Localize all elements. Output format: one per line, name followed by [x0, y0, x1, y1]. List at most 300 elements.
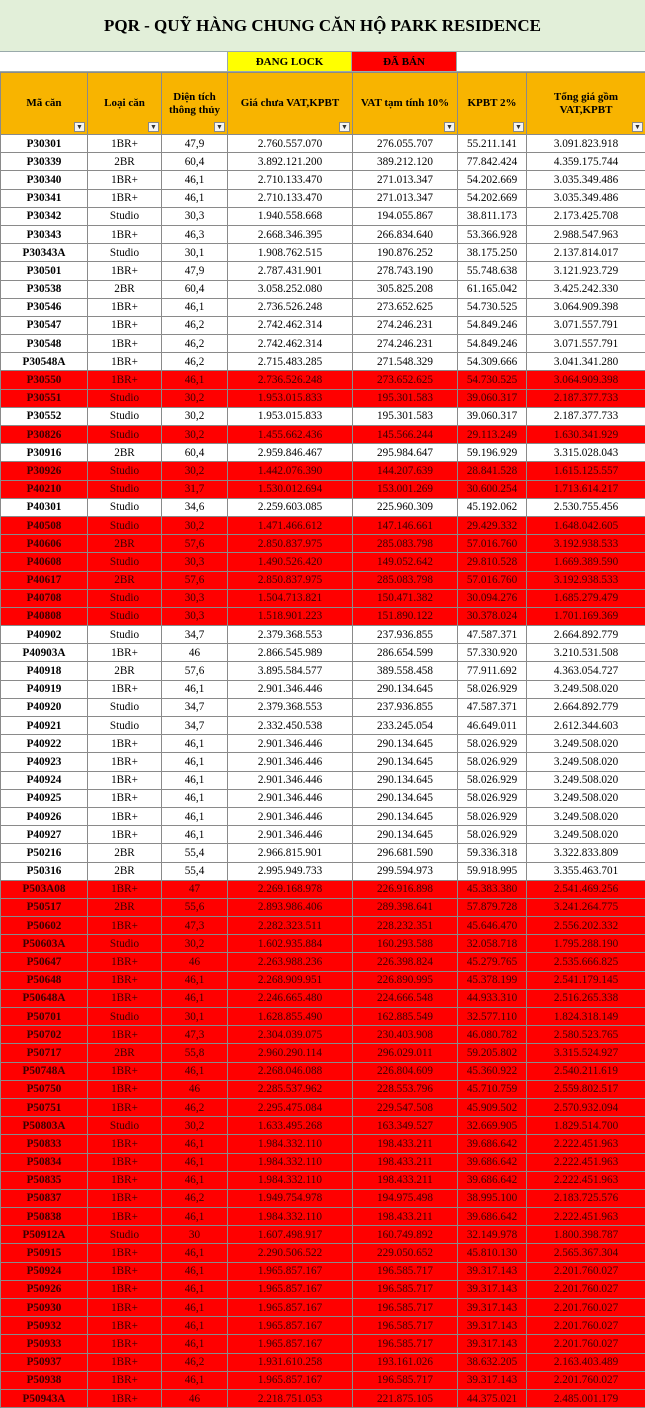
cell-type[interactable]: Studio	[88, 1226, 162, 1244]
table-row[interactable]	[1, 1335, 645, 1353]
cell-kpbt[interactable]: 39.317.143	[458, 1280, 527, 1298]
cell-kpbt[interactable]: 54.730.525	[458, 298, 527, 316]
cell-type[interactable]: Studio	[88, 498, 162, 516]
col-header-vat[interactable]: VAT tạm tính 10% ▼	[353, 73, 458, 135]
table-row[interactable]	[1, 935, 645, 953]
table-row[interactable]	[1, 535, 645, 553]
cell-type[interactable]: 1BR+	[88, 298, 162, 316]
cell-vat[interactable]: 276.055.707	[353, 135, 458, 153]
cell-total[interactable]: 1.800.398.787	[527, 1226, 645, 1244]
cell-type[interactable]: 1BR+	[88, 225, 162, 243]
table-row[interactable]	[1, 826, 645, 844]
cell-total[interactable]: 1.615.125.557	[527, 462, 645, 480]
cell-total[interactable]: 2.540.211.619	[527, 1062, 645, 1080]
cell-type[interactable]: 2BR	[88, 844, 162, 862]
cell-code[interactable]: P40903A	[1, 644, 88, 662]
table-row[interactable]	[1, 1008, 645, 1026]
table-row[interactable]	[1, 753, 645, 771]
table-row[interactable]	[1, 1135, 645, 1153]
cell-vat[interactable]: 271.013.347	[353, 171, 458, 189]
cell-kpbt[interactable]: 54.849.246	[458, 316, 527, 334]
cell-code[interactable]: P40922	[1, 735, 88, 753]
cell-type[interactable]: Studio	[88, 462, 162, 480]
cell-area[interactable]: 30,3	[162, 607, 228, 625]
cell-area[interactable]: 46,1	[162, 735, 228, 753]
cell-type[interactable]: Studio	[88, 553, 162, 571]
cell-price[interactable]: 1.607.498.917	[228, 1226, 353, 1244]
table-row[interactable]	[1, 917, 645, 935]
cell-price[interactable]: 2.290.506.522	[228, 1244, 353, 1262]
cell-price[interactable]: 2.866.545.989	[228, 644, 353, 662]
cell-type[interactable]: Studio	[88, 717, 162, 735]
cell-kpbt[interactable]: 46.080.782	[458, 1026, 527, 1044]
cell-kpbt[interactable]: 58.026.929	[458, 789, 527, 807]
cell-area[interactable]: 46,1	[162, 753, 228, 771]
filter-dropdown-icon[interactable]: ▼	[513, 122, 524, 132]
cell-total[interactable]: 3.249.508.020	[527, 826, 645, 844]
filter-dropdown-icon[interactable]: ▼	[148, 122, 159, 132]
cell-code[interactable]: P40902	[1, 626, 88, 644]
cell-total[interactable]: 3.322.833.809	[527, 844, 645, 862]
cell-vat[interactable]: 290.134.645	[353, 735, 458, 753]
cell-type[interactable]: 1BR+	[88, 353, 162, 371]
cell-vat[interactable]: 147.146.661	[353, 516, 458, 534]
cell-code[interactable]: P50926	[1, 1280, 88, 1298]
cell-code[interactable]: P50932	[1, 1317, 88, 1335]
cell-total[interactable]: 2.530.755.456	[527, 498, 645, 516]
cell-code[interactable]: P30339	[1, 153, 88, 171]
cell-total[interactable]: 3.192.938.533	[527, 535, 645, 553]
cell-type[interactable]: Studio	[88, 389, 162, 407]
cell-total[interactable]: 3.249.508.020	[527, 753, 645, 771]
cell-area[interactable]: 46,2	[162, 1098, 228, 1116]
cell-kpbt[interactable]: 39.686.642	[458, 1153, 527, 1171]
col-header-price[interactable]: Giá chưa VAT,KPBT ▼	[228, 73, 353, 135]
cell-area[interactable]: 46,1	[162, 1153, 228, 1171]
cell-code[interactable]: P50912A	[1, 1226, 88, 1244]
cell-vat[interactable]: 226.398.824	[353, 953, 458, 971]
cell-price[interactable]: 2.893.986.406	[228, 898, 353, 916]
cell-price[interactable]: 2.850.837.975	[228, 571, 353, 589]
cell-code[interactable]: P50915	[1, 1244, 88, 1262]
filter-dropdown-icon[interactable]: ▼	[214, 122, 225, 132]
cell-total[interactable]: 3.035.349.486	[527, 171, 645, 189]
cell-kpbt[interactable]: 38.811.173	[458, 207, 527, 225]
cell-total[interactable]: 2.565.367.304	[527, 1244, 645, 1262]
table-row[interactable]	[1, 1080, 645, 1098]
cell-vat[interactable]: 233.245.054	[353, 717, 458, 735]
cell-code[interactable]: P30301	[1, 135, 88, 153]
cell-kpbt[interactable]: 30.378.024	[458, 607, 527, 625]
cell-price[interactable]: 2.959.846.467	[228, 444, 353, 462]
cell-type[interactable]: Studio	[88, 407, 162, 425]
cell-code[interactable]: P50833	[1, 1135, 88, 1153]
cell-vat[interactable]: 196.585.717	[353, 1280, 458, 1298]
cell-price[interactable]: 2.710.133.470	[228, 189, 353, 207]
cell-code[interactable]: P40926	[1, 807, 88, 825]
cell-vat[interactable]: 224.666.548	[353, 989, 458, 1007]
cell-total[interactable]: 2.187.377.733	[527, 407, 645, 425]
table-row[interactable]	[1, 1226, 645, 1244]
cell-type[interactable]: 1BR+	[88, 1244, 162, 1262]
cell-code[interactable]: P50751	[1, 1098, 88, 1116]
cell-total[interactable]: 1.701.169.369	[527, 607, 645, 625]
cell-vat[interactable]: 144.207.639	[353, 462, 458, 480]
cell-area[interactable]: 46,1	[162, 1299, 228, 1317]
cell-type[interactable]: 1BR+	[88, 917, 162, 935]
cell-type[interactable]: 1BR+	[88, 1335, 162, 1353]
table-row[interactable]	[1, 280, 645, 298]
cell-kpbt[interactable]: 28.841.528	[458, 462, 527, 480]
table-row[interactable]	[1, 207, 645, 225]
cell-price[interactable]: 1.490.526.420	[228, 553, 353, 571]
cell-type[interactable]: 1BR+	[88, 826, 162, 844]
cell-area[interactable]: 30	[162, 1226, 228, 1244]
cell-kpbt[interactable]: 38.632.205	[458, 1353, 527, 1371]
cell-type[interactable]: 1BR+	[88, 1135, 162, 1153]
cell-kpbt[interactable]: 39.686.642	[458, 1135, 527, 1153]
cell-code[interactable]: P40919	[1, 680, 88, 698]
cell-area[interactable]: 34,7	[162, 698, 228, 716]
cell-vat[interactable]: 278.743.190	[353, 262, 458, 280]
cell-area[interactable]: 46,1	[162, 807, 228, 825]
cell-code[interactable]: P40617	[1, 571, 88, 589]
cell-type[interactable]: Studio	[88, 589, 162, 607]
cell-type[interactable]: Studio	[88, 1008, 162, 1026]
table-row[interactable]	[1, 1371, 645, 1389]
cell-code[interactable]: P50750	[1, 1080, 88, 1098]
table-row[interactable]	[1, 644, 645, 662]
cell-area[interactable]: 30,3	[162, 589, 228, 607]
cell-price[interactable]: 1.965.857.167	[228, 1335, 353, 1353]
table-row[interactable]	[1, 1153, 645, 1171]
cell-total[interactable]: 1.795.288.190	[527, 935, 645, 953]
cell-type[interactable]: 1BR+	[88, 771, 162, 789]
cell-price[interactable]: 2.379.368.553	[228, 626, 353, 644]
cell-code[interactable]: P50517	[1, 898, 88, 916]
cell-total[interactable]: 4.363.054.727	[527, 662, 645, 680]
table-row[interactable]	[1, 807, 645, 825]
cell-kpbt[interactable]: 30.600.254	[458, 480, 527, 498]
cell-kpbt[interactable]: 29.429.332	[458, 516, 527, 534]
cell-kpbt[interactable]: 30.094.276	[458, 589, 527, 607]
cell-area[interactable]: 46,1	[162, 989, 228, 1007]
cell-vat[interactable]: 153.001.269	[353, 480, 458, 498]
cell-code[interactable]: P40210	[1, 480, 88, 498]
cell-area[interactable]: 55,8	[162, 1044, 228, 1062]
cell-vat[interactable]: 194.975.498	[353, 1189, 458, 1207]
table-row[interactable]	[1, 1098, 645, 1116]
cell-vat[interactable]: 226.804.609	[353, 1062, 458, 1080]
cell-area[interactable]: 46,1	[162, 171, 228, 189]
cell-vat[interactable]: 229.050.652	[353, 1244, 458, 1262]
cell-area[interactable]: 30,3	[162, 553, 228, 571]
cell-vat[interactable]: 237.936.855	[353, 698, 458, 716]
cell-total[interactable]: 1.829.514.700	[527, 1117, 645, 1135]
table-row[interactable]	[1, 135, 645, 153]
cell-area[interactable]: 46,1	[162, 789, 228, 807]
cell-code[interactable]: P40920	[1, 698, 88, 716]
table-row[interactable]	[1, 1389, 645, 1407]
cell-code[interactable]: P50933	[1, 1335, 88, 1353]
cell-price[interactable]: 2.995.949.733	[228, 862, 353, 880]
cell-vat[interactable]: 160.749.892	[353, 1226, 458, 1244]
cell-code[interactable]: P50602	[1, 917, 88, 935]
cell-price[interactable]: 1.984.332.110	[228, 1171, 353, 1189]
cell-price[interactable]: 1.518.901.223	[228, 607, 353, 625]
table-row[interactable]	[1, 1317, 645, 1335]
cell-total[interactable]: 2.664.892.779	[527, 626, 645, 644]
cell-kpbt[interactable]: 57.879.728	[458, 898, 527, 916]
cell-kpbt[interactable]: 57.330.920	[458, 644, 527, 662]
cell-code[interactable]: P50702	[1, 1026, 88, 1044]
cell-kpbt[interactable]: 58.026.929	[458, 753, 527, 771]
col-header-area[interactable]: Diện tích thông thủy ▼	[162, 73, 228, 135]
cell-price[interactable]: 3.895.584.577	[228, 662, 353, 680]
table-row[interactable]	[1, 498, 645, 516]
cell-price[interactable]: 1.530.012.694	[228, 480, 353, 498]
cell-code[interactable]: P30343	[1, 225, 88, 243]
cell-price[interactable]: 2.742.462.314	[228, 335, 353, 353]
cell-price[interactable]: 2.966.815.901	[228, 844, 353, 862]
cell-vat[interactable]: 196.585.717	[353, 1371, 458, 1389]
table-row[interactable]	[1, 735, 645, 753]
cell-kpbt[interactable]: 54.730.525	[458, 371, 527, 389]
cell-code[interactable]: P40918	[1, 662, 88, 680]
cell-code[interactable]: P503A08	[1, 880, 88, 898]
table-row[interactable]	[1, 971, 645, 989]
table-row[interactable]	[1, 426, 645, 444]
cell-vat[interactable]: 274.246.231	[353, 316, 458, 334]
table-row[interactable]	[1, 516, 645, 534]
cell-vat[interactable]: 198.433.211	[353, 1135, 458, 1153]
cell-vat[interactable]: 228.232.351	[353, 917, 458, 935]
cell-area[interactable]: 34,7	[162, 717, 228, 735]
cell-total[interactable]: 2.541.469.256	[527, 880, 645, 898]
cell-type[interactable]: 1BR+	[88, 1389, 162, 1407]
cell-price[interactable]: 1.504.713.821	[228, 589, 353, 607]
table-row[interactable]	[1, 789, 645, 807]
table-row[interactable]	[1, 1299, 645, 1317]
cell-price[interactable]: 2.787.431.901	[228, 262, 353, 280]
cell-price[interactable]: 2.901.346.446	[228, 735, 353, 753]
cell-total[interactable]: 1.630.341.929	[527, 426, 645, 444]
cell-type[interactable]: 2BR	[88, 535, 162, 553]
cell-code[interactable]: P30546	[1, 298, 88, 316]
cell-total[interactable]: 2.222.451.963	[527, 1171, 645, 1189]
col-header-code[interactable]: Mã căn ▼	[1, 73, 88, 135]
cell-area[interactable]: 46,2	[162, 1189, 228, 1207]
cell-price[interactable]: 1.940.558.668	[228, 207, 353, 225]
cell-total[interactable]: 2.163.403.489	[527, 1353, 645, 1371]
cell-kpbt[interactable]: 58.026.929	[458, 826, 527, 844]
cell-vat[interactable]: 190.876.252	[353, 244, 458, 262]
cell-kpbt[interactable]: 45.710.759	[458, 1080, 527, 1098]
cell-price[interactable]: 1.953.015.833	[228, 407, 353, 425]
filter-dropdown-icon[interactable]: ▼	[74, 122, 85, 132]
cell-code[interactable]: P30916	[1, 444, 88, 462]
cell-area[interactable]: 30,2	[162, 426, 228, 444]
cell-area[interactable]: 47,3	[162, 917, 228, 935]
cell-vat[interactable]: 286.654.599	[353, 644, 458, 662]
cell-area[interactable]: 46,1	[162, 189, 228, 207]
cell-kpbt[interactable]: 38.175.250	[458, 244, 527, 262]
table-row[interactable]	[1, 662, 645, 680]
cell-code[interactable]: P40606	[1, 535, 88, 553]
cell-type[interactable]: 1BR+	[88, 1280, 162, 1298]
cell-kpbt[interactable]: 58.026.929	[458, 807, 527, 825]
table-row[interactable]	[1, 698, 645, 716]
cell-price[interactable]: 2.901.346.446	[228, 789, 353, 807]
cell-total[interactable]: 2.988.547.963	[527, 225, 645, 243]
cell-area[interactable]: 46,1	[162, 1062, 228, 1080]
cell-area[interactable]: 46	[162, 953, 228, 971]
cell-area[interactable]: 46,1	[162, 1371, 228, 1389]
cell-total[interactable]: 2.173.425.708	[527, 207, 645, 225]
cell-area[interactable]: 31,7	[162, 480, 228, 498]
cell-kpbt[interactable]: 32.577.110	[458, 1008, 527, 1026]
cell-price[interactable]: 2.304.039.075	[228, 1026, 353, 1044]
cell-price[interactable]: 2.269.168.978	[228, 880, 353, 898]
cell-kpbt[interactable]: 55.748.638	[458, 262, 527, 280]
cell-area[interactable]: 30,2	[162, 389, 228, 407]
cell-area[interactable]: 46,1	[162, 1317, 228, 1335]
cell-area[interactable]: 47,9	[162, 135, 228, 153]
table-row[interactable]	[1, 298, 645, 316]
cell-kpbt[interactable]: 45.383.380	[458, 880, 527, 898]
table-row[interactable]	[1, 480, 645, 498]
cell-vat[interactable]: 290.134.645	[353, 826, 458, 844]
cell-code[interactable]: P30552	[1, 407, 88, 425]
cell-vat[interactable]: 225.960.309	[353, 498, 458, 516]
cell-type[interactable]: 1BR+	[88, 135, 162, 153]
cell-kpbt[interactable]: 61.165.042	[458, 280, 527, 298]
cell-price[interactable]: 2.901.346.446	[228, 753, 353, 771]
cell-vat[interactable]: 299.594.973	[353, 862, 458, 880]
cell-kpbt[interactable]: 54.202.669	[458, 189, 527, 207]
cell-vat[interactable]: 149.052.642	[353, 553, 458, 571]
cell-total[interactable]: 3.315.524.927	[527, 1044, 645, 1062]
col-header-kpbt[interactable]: KPBT 2% ▼	[458, 73, 527, 135]
cell-kpbt[interactable]: 32.149.978	[458, 1226, 527, 1244]
cell-area[interactable]: 46,1	[162, 771, 228, 789]
cell-type[interactable]: Studio	[88, 516, 162, 534]
cell-price[interactable]: 1.965.857.167	[228, 1262, 353, 1280]
cell-area[interactable]: 46,1	[162, 1335, 228, 1353]
cell-kpbt[interactable]: 58.026.929	[458, 680, 527, 698]
cell-code[interactable]: P30550	[1, 371, 88, 389]
cell-vat[interactable]: 296.029.011	[353, 1044, 458, 1062]
cell-price[interactable]: 2.901.346.446	[228, 680, 353, 698]
cell-total[interactable]: 2.137.814.017	[527, 244, 645, 262]
cell-total[interactable]: 2.187.377.733	[527, 389, 645, 407]
cell-kpbt[interactable]: 57.016.760	[458, 535, 527, 553]
cell-total[interactable]: 3.071.557.791	[527, 316, 645, 334]
cell-vat[interactable]: 228.553.796	[353, 1080, 458, 1098]
table-row[interactable]	[1, 316, 645, 334]
cell-price[interactable]: 1.984.332.110	[228, 1135, 353, 1153]
col-header-total[interactable]: Tổng giá gồm VAT,KPBT ▼	[527, 73, 645, 135]
cell-type[interactable]: 1BR+	[88, 371, 162, 389]
cell-price[interactable]: 2.295.475.084	[228, 1098, 353, 1116]
cell-total[interactable]: 3.249.508.020	[527, 680, 645, 698]
cell-code[interactable]: P30340	[1, 171, 88, 189]
cell-vat[interactable]: 290.134.645	[353, 771, 458, 789]
cell-total[interactable]: 3.071.557.791	[527, 335, 645, 353]
cell-total[interactable]: 2.516.265.338	[527, 989, 645, 1007]
cell-price[interactable]: 2.710.133.470	[228, 171, 353, 189]
cell-kpbt[interactable]: 39.317.143	[458, 1262, 527, 1280]
cell-total[interactable]: 1.824.318.149	[527, 1008, 645, 1026]
cell-total[interactable]: 2.541.179.145	[527, 971, 645, 989]
cell-vat[interactable]: 196.585.717	[353, 1299, 458, 1317]
cell-total[interactable]: 2.201.760.027	[527, 1280, 645, 1298]
cell-code[interactable]: P30501	[1, 262, 88, 280]
cell-type[interactable]: 1BR+	[88, 171, 162, 189]
cell-kpbt[interactable]: 39.060.317	[458, 389, 527, 407]
cell-area[interactable]: 46,1	[162, 1244, 228, 1262]
cell-area[interactable]: 46,1	[162, 1171, 228, 1189]
cell-kpbt[interactable]: 54.202.669	[458, 171, 527, 189]
table-row[interactable]	[1, 553, 645, 571]
table-row[interactable]	[1, 1026, 645, 1044]
cell-code[interactable]: P40708	[1, 589, 88, 607]
table-row[interactable]	[1, 153, 645, 171]
cell-kpbt[interactable]: 47.587.371	[458, 626, 527, 644]
cell-vat[interactable]: 221.875.105	[353, 1389, 458, 1407]
cell-total[interactable]: 3.249.508.020	[527, 807, 645, 825]
cell-price[interactable]: 1.442.076.390	[228, 462, 353, 480]
cell-area[interactable]: 30,2	[162, 1117, 228, 1135]
table-row[interactable]	[1, 244, 645, 262]
cell-price[interactable]: 2.218.751.053	[228, 1389, 353, 1407]
cell-type[interactable]: 1BR+	[88, 807, 162, 825]
cell-kpbt[interactable]: 46.649.011	[458, 717, 527, 735]
cell-price[interactable]: 1.953.015.833	[228, 389, 353, 407]
cell-price[interactable]: 1.633.495.268	[228, 1117, 353, 1135]
table-row[interactable]	[1, 717, 645, 735]
cell-total[interactable]: 2.201.760.027	[527, 1335, 645, 1353]
cell-kpbt[interactable]: 59.205.802	[458, 1044, 527, 1062]
cell-total[interactable]: 3.249.508.020	[527, 735, 645, 753]
cell-vat[interactable]: 289.398.641	[353, 898, 458, 916]
cell-price[interactable]: 1.949.754.978	[228, 1189, 353, 1207]
cell-vat[interactable]: 266.834.640	[353, 225, 458, 243]
cell-vat[interactable]: 285.083.798	[353, 535, 458, 553]
cell-code[interactable]: P30826	[1, 426, 88, 444]
cell-type[interactable]: 1BR+	[88, 880, 162, 898]
cell-code[interactable]: P50943A	[1, 1389, 88, 1407]
cell-vat[interactable]: 145.566.244	[353, 426, 458, 444]
cell-code[interactable]: P50648A	[1, 989, 88, 1007]
cell-area[interactable]: 46,1	[162, 1262, 228, 1280]
cell-vat[interactable]: 195.301.583	[353, 389, 458, 407]
cell-type[interactable]: Studio	[88, 935, 162, 953]
table-row[interactable]	[1, 680, 645, 698]
cell-vat[interactable]: 226.916.898	[353, 880, 458, 898]
table-row[interactable]	[1, 171, 645, 189]
table-row[interactable]	[1, 1044, 645, 1062]
cell-kpbt[interactable]: 58.026.929	[458, 735, 527, 753]
table-row[interactable]	[1, 1262, 645, 1280]
cell-code[interactable]: P50924	[1, 1262, 88, 1280]
cell-code[interactable]: P40924	[1, 771, 88, 789]
table-row[interactable]	[1, 1208, 645, 1226]
cell-area[interactable]: 46,1	[162, 1280, 228, 1298]
cell-price[interactable]: 1.908.762.515	[228, 244, 353, 262]
cell-area[interactable]: 30,2	[162, 407, 228, 425]
cell-price[interactable]: 2.259.603.085	[228, 498, 353, 516]
